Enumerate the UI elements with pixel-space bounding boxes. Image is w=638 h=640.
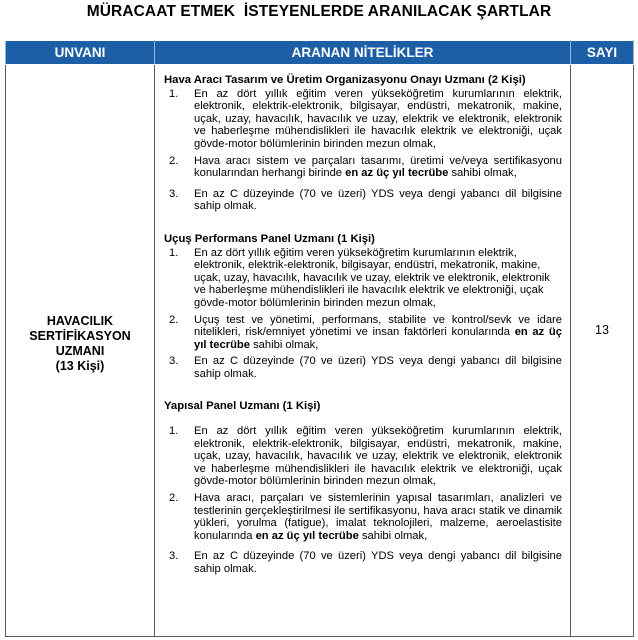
section-title: Hava Aracı Tasarım ve Üretim Organizasyonu Onayı Uzmanı (2 Kişi): [164, 74, 526, 86]
position-title-line: HAVACILIK: [46, 313, 114, 328]
list-item: [164, 314, 562, 352]
header-count: SAYI: [571, 41, 634, 65]
item-text: Hava aracı sistem ve parçaları tasarımı, üretimi ve/veya sertifikasyonu konularından herhangi birinde: [194, 154, 562, 180]
requirement-list: [164, 88, 562, 213]
position-title-cell: [6, 65, 155, 637]
item-number: 1.: [169, 87, 179, 100]
list-item: [164, 550, 562, 575]
requirement-section: [164, 400, 562, 575]
item-text: sahibi olmak,: [249, 338, 319, 351]
item-text: En az dört yıllık eğitim veren yükseköğretim kurumlarının elektrik, elektronik, elektrik-elektronik, bilgisayar, endüstri, mekatronik, makine, uçak, uzay, havacılık, havacılık ve uzay, elektrik ve elektronik, elektronik ve haberleşme mühendislikleri ile havacılık elektrik ve elektroniği, uçak gövde-motor bölümlerinin birinden mezun olmak,: [194, 246, 550, 309]
item-number: 3.: [169, 550, 179, 563]
requirement-section: [164, 74, 562, 213]
item-text: sahibi olmak,: [448, 167, 517, 180]
item-number: 1.: [169, 246, 179, 259]
item-text: En az C düzeyinde (70 ve üzeri) YDS veya dengi yabancı dil bilgisine sahip olmak.: [194, 550, 562, 575]
item-text: En az C düzeyinde (70 ve üzeri) YDS veya dengi yabancı dil bilgisine sahip olmak.: [194, 355, 562, 380]
section-title: Uçuş Performans Panel Uzmanı (1 Kişi): [164, 232, 375, 245]
requirements-table: [5, 40, 634, 637]
list-item: [164, 355, 562, 380]
header-title: UNVANI: [6, 41, 155, 65]
item-text: Uçuş test ve yönetimi, performans, stabilite ve kontrol/sevk ve idare nitelikleri, risk/emniyet yönetimi ve insan faktörleri konularında: [194, 313, 562, 339]
position-title-line: SERTİFİKASYON: [29, 328, 131, 343]
header-requirements: ARANAN NİTELİKLER: [155, 41, 571, 65]
list-item: [164, 492, 562, 542]
item-text-bold: en az üç yıl tecrübe: [345, 167, 449, 180]
item-number: 1.: [169, 425, 179, 438]
item-number: 2.: [169, 492, 179, 505]
list-item: [164, 188, 562, 213]
position-title-line: (13 Kişi): [55, 358, 105, 373]
item-number: 3.: [169, 355, 179, 368]
position-title-line: UZMANI: [55, 343, 105, 358]
list-item: [164, 425, 562, 488]
item-text: En az dört yıllık eğitim veren yükseköğretim kurumlarının elektrik, elektronik, elektrik-elektronik, bilgisayar, endüstri, mekatronik, makine, uçak, uzay, havacılık, havacılık ve uzay, elektrik ve elektronik, elektronik ve haberleşme mühendislikleri ile havacılık elektrik ve elektroniği, uçak gövde-motor bölümlerinin birinden mezun olmak,: [194, 425, 562, 488]
page-title: MÜRACAAT ETMEK İSTEYENLERDE ARANILACAK ŞARTLAR: [86, 3, 552, 20]
requirement-list: [164, 247, 562, 381]
item-text: sahibi olmak,: [358, 529, 428, 542]
item-number: 3.: [169, 187, 179, 200]
list-item: [164, 247, 562, 310]
item-number: 2.: [169, 313, 179, 326]
item-text: En az dört yıllık eğitim veren yükseköğretim kurumlarının elektrik, elektronik, elektrik-elektronik, bilgisayar, endüstri, mekatronik, makine, uçak, uzay, havacılık, havacılık ve uzay, elektrik ve elektronik, elektronik ve haberleşme mühendislikleri ile havacılık elektrik ve elektroniği, uçak gövde-motor bölümlerinin birinden mezun olmak,: [194, 87, 562, 150]
item-text: En az C düzeyinde (70 ve üzeri) YDS veya dengi yabancı dil bilgisine sahip olmak.: [194, 187, 562, 213]
item-text-bold: en az üç yıl tecrübe: [194, 326, 562, 351]
table-row: [6, 65, 634, 637]
table-header-row: [6, 41, 634, 65]
item-text-bold: en az üç yıl tecrübe: [255, 529, 359, 542]
item-text: Hava aracı, parçaları ve sistemlerinin yapısal tasarımları, analizleri ve testlerinin gerçekleştirilmesi ile sertifikasyonu, hava aracı statik ve dinamik yükleri, yorulma (fatigue), imalat teknolojileri, malzeme, aeroelastisite konularında: [194, 492, 562, 542]
requirement-list: [164, 425, 562, 576]
requirement-section: [164, 233, 562, 381]
section-title: Yapısal Panel Uzmanı (1 Kişi): [164, 400, 321, 413]
count-cell: 13: [571, 65, 634, 637]
item-number: 2.: [169, 154, 179, 167]
list-item: [164, 155, 562, 180]
list-item: [164, 88, 562, 151]
requirements-cell: [155, 65, 571, 637]
